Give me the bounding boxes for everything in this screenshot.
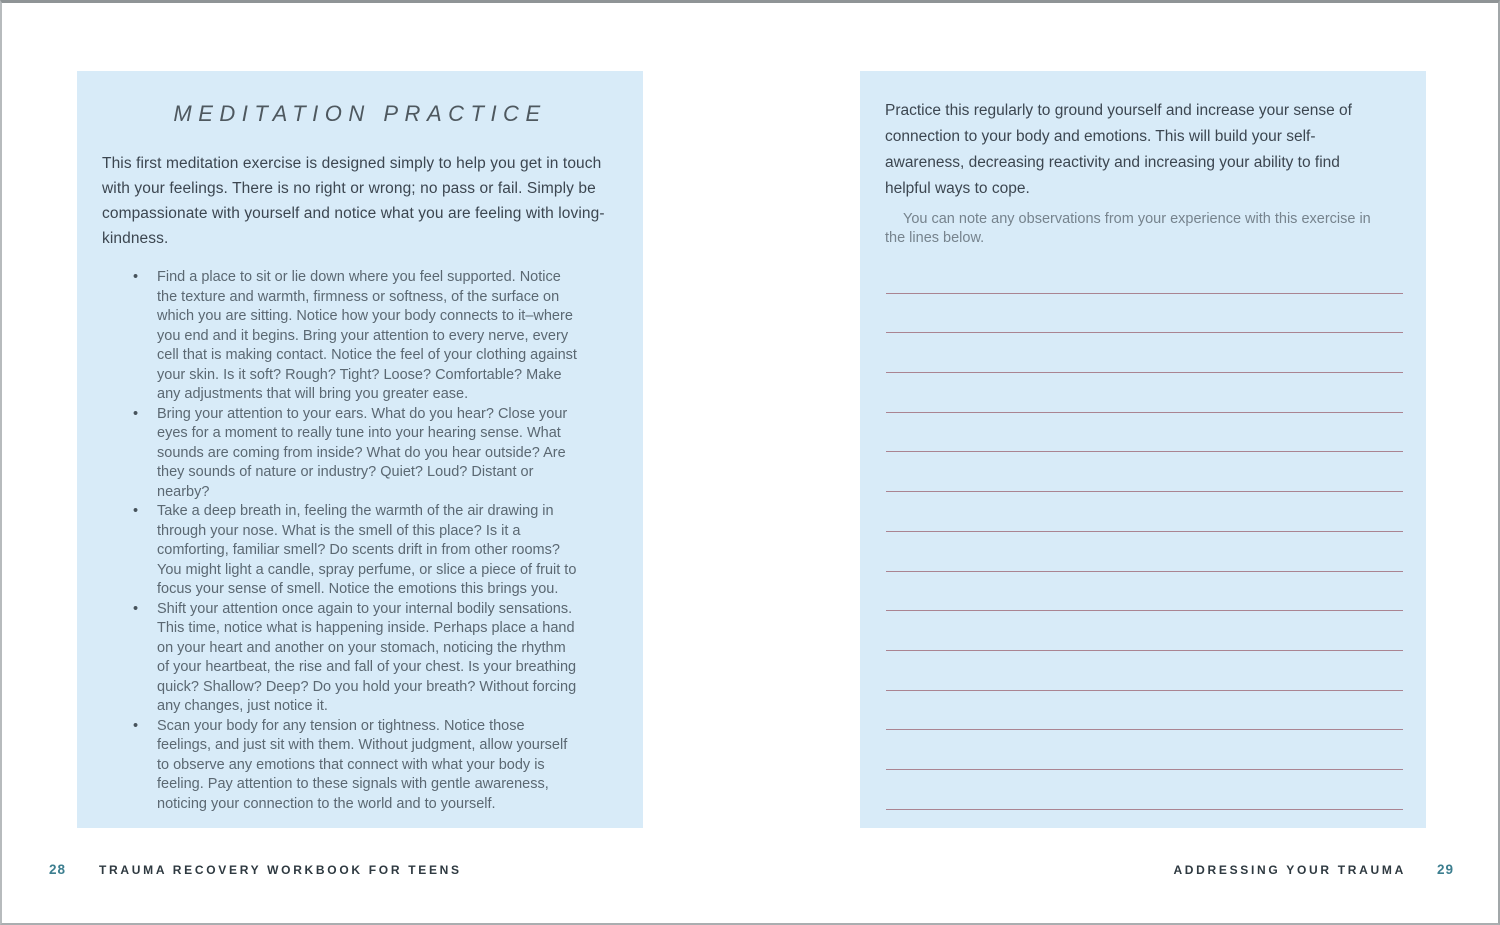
book-title-running-head: TRAUMA RECOVERY WORKBOOK FOR TEENS: [99, 863, 462, 877]
bullet-marker-icon: •: [133, 405, 139, 422]
writing-line: [886, 413, 1403, 453]
bullet-item: [133, 405, 643, 503]
writing-line: [886, 651, 1403, 691]
writing-line: [886, 691, 1403, 731]
bullet-marker-icon: •: [133, 503, 139, 519]
bullet-item: [133, 717, 643, 815]
right-page-number: 29: [1436, 862, 1454, 877]
writing-line: [886, 254, 1403, 294]
bullet-item: [133, 600, 643, 717]
bullet-marker-icon: •: [133, 600, 139, 617]
left-page-number: 28: [49, 862, 67, 877]
writing-line: [886, 730, 1403, 770]
left-page-panel: [77, 71, 643, 828]
writing-line: [886, 373, 1403, 413]
bullet-marker-icon: •: [133, 717, 139, 734]
bullet-marker-icon: •: [133, 269, 139, 285]
note-paragraph: You can note any observations from your experience with this exercise in the lines below.: [885, 211, 1371, 246]
writing-line: [886, 611, 1403, 651]
right-page-panel: [860, 71, 1426, 828]
bullet-item: [133, 502, 643, 600]
bullet-item: [133, 268, 643, 405]
writing-line: [886, 294, 1403, 334]
writing-line: [886, 572, 1403, 612]
writing-lines-area: [886, 254, 1403, 810]
right-page-footer: [1173, 862, 1454, 877]
bullet-text: Shift your attention once again to your internal bodily sensations. This time, notice what is happening inside. Perhaps place a hand on your heart and another on your stomach, noticing the rhythm of your heartbeat, the rise and fall of your chest. Is your breathing quick? Shallow? Deep? Do you hold your breath? Without forcing any changes, just notice it.: [157, 600, 577, 714]
left-page-footer: [49, 862, 462, 877]
bullet-text: Scan your body for any tension or tightness. Notice those feelings, and just sit with them. Without judgment, allow yourself to observe any emotions that connect with what your body is feeling. Pay attention to these signals with gentle awareness, noticing your connection to the world and to yourself.: [157, 717, 568, 812]
writing-line: [886, 532, 1403, 572]
bullet-list: [77, 268, 643, 814]
bullet-text: Take a deep breath in, feeling the warmth of the air drawing in through your nose. What is the smell of this place? Is it a comforting, familiar smell? Do scents drift in from other rooms? You might light a candle, spray perfume, or slice a piece of fruit to focus your sense of smell. Notice the emotions this brings you.: [157, 503, 577, 597]
intro-paragraph: This first meditation exercise is designed simply to help you get in touch with your feelings. There is no right or wrong; no pass or fail. Simply be compassionate with yourself and notice what you are feeling with loving-kindness.: [102, 155, 605, 247]
writing-line: [886, 333, 1403, 373]
page-title: MEDITATION PRACTICE: [173, 101, 547, 126]
writing-line: [886, 452, 1403, 492]
closing-paragraph: Practice this regularly to ground yourself and increase your sense of connection to your body and emotions. This will build your self-awareness, decreasing reactivity and increasing your ability to find helpful ways to cope.: [885, 102, 1352, 197]
chapter-title-running-head: ADDRESSING YOUR TRAUMA: [1173, 863, 1406, 877]
bullet-text: Find a place to sit or lie down where you feel supported. Notice the texture and warmth, firmness or softness, of the surface on which you are sitting. Notice how your body connects to it–where you end and it begins. Bring your attention to every nerve, every cell that is making contact. Notice the feel of your clothing against your skin. Is it soft? Rough? Tight? Loose? Comfortable? Make any adjustments that will bring you greater ease.: [157, 269, 577, 402]
writing-line: [886, 770, 1403, 810]
writing-line: [886, 492, 1403, 532]
bullet-text: Bring your attention to your ears. What do you hear? Close your eyes for a moment to really tune into your hearing sense. What sounds are coming from inside? What do you hear outside? Are they sounds of nature or industry? Quiet? Loud? Distant or nearby?: [157, 405, 568, 500]
